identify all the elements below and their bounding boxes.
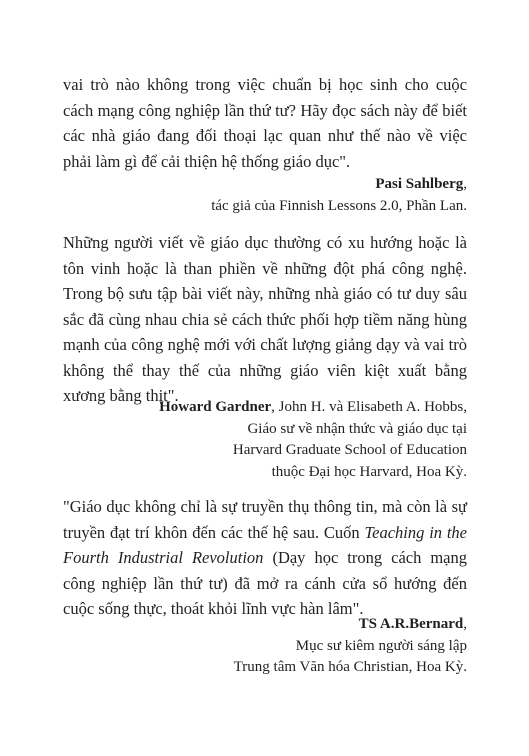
quote-3-text-before: "Giáo dục không chỉ là sự truyền thụ thông tin, mà còn là sự truyền đạt trí khôn đến các thế hệ sau. Cuốn xyxy=(63,497,467,542)
attribution-3 xyxy=(63,614,467,679)
quote-1 xyxy=(63,72,467,174)
affiliation-3-line-2: Trung tâm Văn hóa Christian, Hoa Kỳ. xyxy=(233,659,467,675)
affiliation-2-line-3: thuộc Đại học Harvard, Hoa Kỳ. xyxy=(271,463,467,480)
quote-2 xyxy=(63,230,467,409)
attribution-1 xyxy=(63,174,467,217)
quote-3-text xyxy=(63,494,467,622)
affiliation-1-line-1: tác giả của Finnish Lessons 2.0, Phần Lan. xyxy=(211,197,467,214)
attribution-1-author-line xyxy=(63,174,467,196)
quote-3-text-after: (Dạy học trong cách mạng công nghiệp lần thứ tư) đã mở ra cánh cửa sổ hướng đến cuộc sống thực, thoát khỏi lĩnh vực hàn lâm". xyxy=(63,548,468,618)
book-title: Teaching in the Fourth Industrial Revolution xyxy=(63,522,468,567)
author-suffix-3: , xyxy=(463,616,467,632)
quote-3 xyxy=(63,494,467,622)
attribution-2-author-line xyxy=(63,397,467,419)
quote-1-text: vai trò nào không trong việc chuẩn bị học sinh cho cuộc cách mạng công nghiệp lần thứ tư? Hãy đọc sách này để biết các nhà giáo đang đối thoại lạc quan như thế nào về việc phải làm gì để cải thiện hệ thống giáo dục". xyxy=(63,75,467,171)
author-suffix-2: , John H. và Elisabeth A. Hobbs, xyxy=(271,399,467,415)
affiliation-2-line-1: Giáo sư về nhận thức và giáo dục tại xyxy=(247,420,467,437)
affiliation-2-line-2: Harvard Graduate School of Education xyxy=(232,442,467,458)
attribution-3-author-line xyxy=(63,614,467,636)
affiliation-3-line-1: Mục sư kiêm người sáng lập xyxy=(295,637,467,654)
quote-2-text: Những người viết về giáo dục thường có xu hướng hoặc là tôn vinh hoặc là than phiền về những đột phá công nghệ. Trong bộ sưu tập bài viết này, những nhà giáo có tư duy sâu sắc đã cùng nhau chia sẻ cách thức phối hợp tiềm năng hùng mạnh của công nghệ mới với chất lượng giảng dạy và vai trò không thể thay thế của những giáo viên kiệt xuất bằng xương bằng thịt". xyxy=(63,233,467,405)
author-name-3: TS A.R.Bernard xyxy=(358,616,464,632)
author-name-2: Howard Gardner xyxy=(159,399,272,415)
author-name-1: Pasi Sahlberg xyxy=(375,176,464,192)
attribution-2 xyxy=(63,397,467,483)
author-suffix-1: , xyxy=(463,176,467,192)
